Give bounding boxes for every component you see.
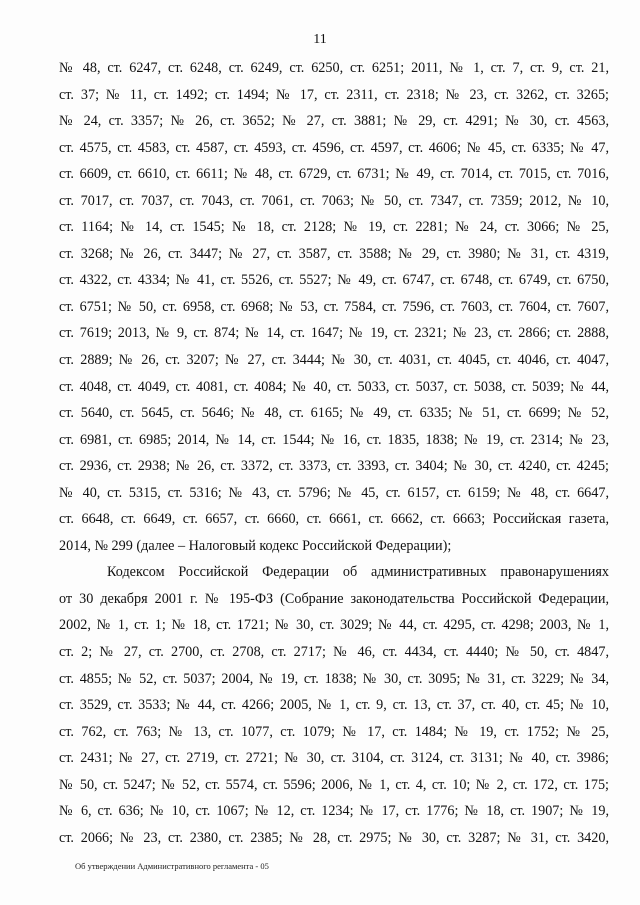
text-line: ст. 2889; № 26, ст. 3207; № 27, ст. 3444; № 30, ст. 4031, ст. 4045, ст. 4046, ст. 4047, xyxy=(59,352,609,369)
text-line: ст. 2066; № 23, ст. 2380, ст. 2385; № 28, ст. 2975; № 30, ст. 3287; № 31, ст. 3420, xyxy=(59,829,609,846)
text-line: ст. 4575, ст. 4583, ст. 4587, ст. 4593, ст. 4596, ст. 4597, ст. 4606; № 45, ст. 6335; № 47, xyxy=(59,139,609,156)
page-number: 11 xyxy=(313,32,327,47)
text-line: 2014, № 299 (далее – Налоговый кодекс Российской Федерации); xyxy=(59,537,452,554)
text-line: ст. 2936, ст. 2938; № 26, ст. 3372, ст. 3373, ст. 3393, ст. 3404; № 30, ст. 4240, ст. 4245; xyxy=(59,458,609,475)
text-line: ст. 5640, ст. 5645, ст. 5646; № 48, ст. 6165; № 49, ст. 6335; № 51, ст. 6699; № 52, xyxy=(59,405,609,422)
text-line: № 6, ст. 636; № 10, ст. 1067; № 12, ст. 1234; № 17, ст. 1776; № 18, ст. 1907; № 19, xyxy=(59,803,609,820)
text-line: ст. 4855; № 52, ст. 5037; 2004, № 19, ст. 1838; № 30, ст. 3095; № 31, ст. 3229; № 34, xyxy=(59,670,609,687)
text-line: 2002, № 1, ст. 1; № 18, ст. 1721; № 30, ст. 3029; № 44, ст. 4295, ст. 4298; 2003, № 1, xyxy=(59,617,609,634)
text-line: ст. 3268; № 26, ст. 3447; № 27, ст. 3587, ст. 3588; № 29, ст. 3980; № 31, ст. 4319, xyxy=(59,245,609,262)
text-line: № 50, ст. 5247; № 52, ст. 5574, ст. 5596; 2006, № 1, ст. 4, ст. 10; № 2, ст. 172, ст. 175; xyxy=(59,776,609,793)
text-line: ст. 6981, ст. 6985; 2014, № 14, ст. 1544; № 16, ст. 1835, 1838; № 19, ст. 2314; № 23, xyxy=(59,431,609,448)
text-line: ст. 7017, ст. 7037, ст. 7043, ст. 7061, ст. 7063; № 50, ст. 7347, ст. 7359; 2012, № 10, xyxy=(59,192,609,209)
page-footer: Об утверждении Административного регламента - 05 xyxy=(75,861,269,871)
text-line: ст. 4322, ст. 4334; № 41, ст. 5526, ст. 5527; № 49, ст. 6747, ст. 6748, ст. 6749, ст. 6750, xyxy=(59,272,609,289)
text-line: Кодексом Российской Федерации об административных правонарушениях xyxy=(107,564,609,581)
text-line: ст. 4048, ст. 4049, ст. 4081, ст. 4084; № 40, ст. 5033, ст. 5037, ст. 5038, ст. 5039; № 44, xyxy=(59,378,609,395)
text-line: № 24, ст. 3357; № 26, ст. 3652; № 27, ст. 3881; № 29, ст. 4291; № 30, ст. 4563, xyxy=(59,113,609,130)
text-line: от 30 декабря 2001 г. № 195-ФЗ (Собрание законодательства Российской Федерации, xyxy=(59,590,609,607)
text-line: ст. 3529, ст. 3533; № 44, ст. 4266; 2005, № 1, ст. 9, ст. 13, ст. 37, ст. 40, ст. 45; № 10, xyxy=(59,697,609,714)
text-line: ст. 762, ст. 763; № 13, ст. 1077, ст. 1079; № 17, ст. 1484; № 19, ст. 1752; № 25, xyxy=(59,723,609,740)
text-line: ст. 7619; 2013, № 9, ст. 874; № 14, ст. 1647; № 19, ст. 2321; № 23, ст. 2866; ст. 2888, xyxy=(59,325,609,342)
text-line: № 40, ст. 5315, ст. 5316; № 43, ст. 5796; № 45, ст. 6157, ст. 6159; № 48, ст. 6647, xyxy=(59,484,609,501)
text-line: № 48, ст. 6247, ст. 6248, ст. 6249, ст. 6250, ст. 6251; 2011, № 1, ст. 7, ст. 9, ст. 21, xyxy=(59,60,609,76)
text-line: ст. 6648, ст. 6649, ст. 6657, ст. 6660, ст. 6661, ст. 6662, ст. 6663; Российская газета, xyxy=(59,511,609,528)
text-line: ст. 6751; № 50, ст. 6958, ст. 6968; № 53, ст. 7584, ст. 7596, ст. 7603, ст. 7604, ст. 7607, xyxy=(59,298,609,315)
text-line: ст. 2; № 27, ст. 2700, ст. 2708, ст. 2717; № 46, ст. 4434, ст. 4440; № 50, ст. 4847, xyxy=(59,644,609,661)
text-line: ст. 2431; № 27, ст. 2719, ст. 2721; № 30, ст. 3104, ст. 3124, ст. 3131; № 40, ст. 3986; xyxy=(59,750,609,767)
text-line: ст. 1164; № 14, ст. 1545; № 18, ст. 2128; № 19, ст. 2281; № 24, ст. 3066; № 25, xyxy=(59,219,609,236)
text-line: ст. 6609, ст. 6610, ст. 6611; № 48, ст. 6729, ст. 6731; № 49, ст. 7014, ст. 7015, ст. 7016, xyxy=(59,166,609,183)
text-line: ст. 37; № 11, ст. 1492; ст. 1494; № 17, ст. 2311, ст. 2318; № 23, ст. 3262, ст. 3265; xyxy=(59,86,609,103)
document-body xyxy=(59,55,609,851)
